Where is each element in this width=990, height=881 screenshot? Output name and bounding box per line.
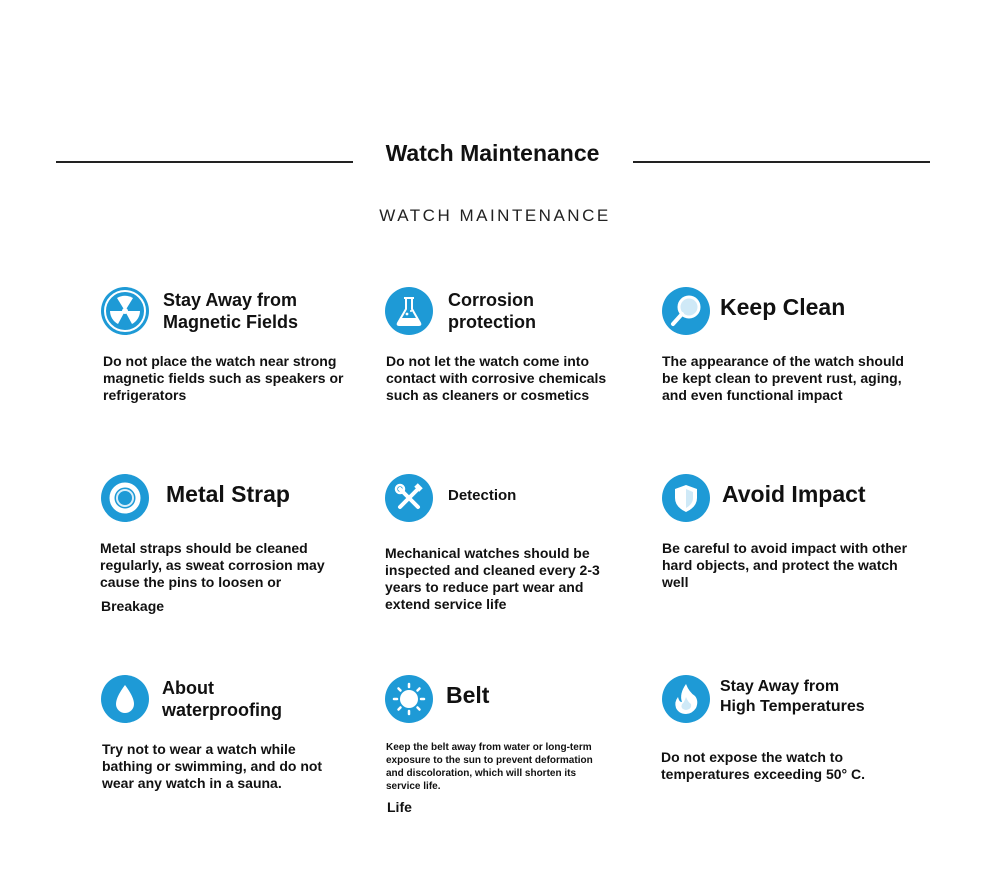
item-desc-impact: Be careful to avoid impact with other hard objects, and protect the watch well	[662, 540, 908, 590]
page-subtitle: WATCH MAINTENANCE	[379, 206, 611, 225]
water-drop-icon	[101, 675, 149, 723]
item-desc-belt: Keep the belt away from water or long-term exposure to the sun to prevent deformation and discoloration, which will shorten its service life.	[386, 742, 593, 792]
item-desc-temperatures: Do not expose the watch to temperatures exceeding 50° C.	[661, 749, 866, 782]
page-title: Watch Maintenance	[385, 140, 600, 166]
item-title-detection: Detection	[448, 487, 517, 504]
item-desc-strap: Metal straps should be cleaned regularly, as sweat corrosion may cause the pins to loosen or	[100, 540, 325, 590]
shield-icon	[662, 474, 710, 522]
item-extra-strap: Breakage	[101, 598, 165, 614]
item-title-belt: Belt	[446, 682, 490, 708]
item-title-waterproofing: About waterproofing	[162, 678, 282, 720]
item-desc-waterproofing: Try not to wear a watch while bathing or swimming, and do not wear any watch in a sauna.	[102, 741, 323, 791]
ring-icon	[101, 474, 149, 522]
sun-icon	[385, 675, 433, 723]
item-title-impact: Avoid Impact	[722, 481, 866, 507]
item-title-strap: Metal Strap	[166, 481, 290, 507]
item-desc-corrosion: Do not let the watch come into contact with corrosive chemicals such as cleaners or cosmetics	[386, 353, 607, 403]
item-title-corrosion: Corrosion protection	[448, 290, 536, 332]
item-extra-belt: Life	[387, 799, 412, 815]
tools-icon	[385, 474, 433, 522]
item-desc-detection: Mechanical watches should be inspected and cleaned every 2-3 years to reduce part wear and extend service life	[385, 545, 600, 612]
item-title-clean: Keep Clean	[720, 294, 846, 320]
flask-icon	[385, 287, 433, 335]
magnifier-icon	[662, 287, 710, 335]
flame-icon	[662, 675, 710, 723]
item-desc-magnetic: Do not place the watch near strong magnetic fields such as speakers or refrigerators	[103, 353, 344, 403]
item-title-magnetic: Stay Away from Magnetic Fields	[163, 290, 299, 332]
item-desc-clean: The appearance of the watch should be kept clean to prevent rust, aging, and even functional impact	[662, 353, 904, 403]
item-title-temperatures: Stay Away from High Temperatures	[720, 678, 865, 715]
title-rule-left	[56, 161, 353, 163]
title-rule-right	[633, 161, 930, 163]
radiation-icon	[101, 287, 149, 335]
